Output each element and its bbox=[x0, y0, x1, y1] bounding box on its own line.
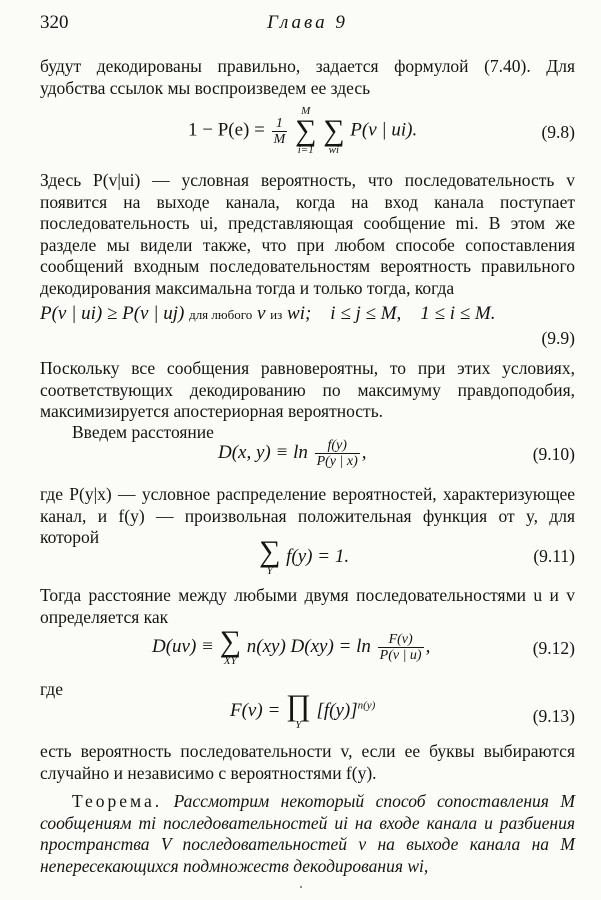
page-header bbox=[40, 12, 575, 36]
theorem-text: Рассмотрим некоторый способ сопоставления M сообщениям mi последовательностей ui на входе канала и разбиения пространства V последовательностей v на выходе канала на M непересекающихся подмножеств декодирования wi, bbox=[40, 791, 576, 876]
equation-9-13: F(v) = ∏ Y $[f(y)]^{n(y)}$ (9.13) bbox=[230, 689, 575, 731]
page-speck bbox=[300, 886, 302, 888]
product-symbol: ∏ Y bbox=[286, 689, 311, 731]
chapter-title: Глава 9 bbox=[267, 12, 348, 33]
sum-symbol: ∑ XY bbox=[219, 625, 242, 667]
paragraph-sequence-distance: Тогда расстояние между любыми двумя последовательностями u и v определяется как bbox=[40, 585, 575, 627]
paragraph-intro: будут декодированы правильно, задается формулой (7.40). Для удобства ссылок мы воспроизведем ее здесь bbox=[40, 56, 575, 98]
equation-number: (9.9) bbox=[541, 328, 575, 348]
paragraph-where: где bbox=[40, 679, 63, 699]
equation-9-9: P(v | ui) ≥ P(v | uj) для любого v из wi; i ≤ j ≤ M, 1 ≤ i ≤ M. (9.9) bbox=[40, 303, 575, 348]
equation-9-10: D(x, y) ≡ ln $\frac{f(y)}{P(y | x)}$ , (9.10) bbox=[218, 438, 575, 469]
equation-number: (9.8) bbox=[541, 122, 575, 142]
paragraph-conditional-distribution: где P(y|x) — условное распределение вероятностей, характеризующее канал, и f(y) — произвольная положительная функция от y, для которой bbox=[40, 484, 575, 547]
equation-number: (9.12) bbox=[532, 638, 575, 658]
fraction: $\frac{f(y)}{P(y | x)}$ bbox=[316, 438, 358, 469]
equation-9-12: D(uv) ≡ ∑ XY n(xy) D(xy) = ln $\frac{F(v)}{P(v | u)}$ , (9.12) bbox=[152, 625, 575, 667]
paragraph-conditional-probability: Здесь P(v|ui) — условная вероятность, что последовательность v появится на выходе канала, когда на вход канала поступает последовательность ui, представляющая сообщение mi. В этом же разделе мы видели также, что при любом способе сопоставления сообщений входным последовательностям вероятность правильного декодирования максимальна тогда и только тогда, когда bbox=[40, 170, 575, 298]
paragraph-probability: есть вероятность последовательности v, если ее буквы выбираются случайно и независимо с вероятностями f(y). bbox=[40, 741, 575, 783]
theorem-paragraph bbox=[40, 791, 575, 877]
equation-9-8 bbox=[40, 106, 575, 162]
sum-symbol: ∑ wi bbox=[323, 114, 345, 156]
equation-9-8-body: 1 − P(e) = $\frac{1}{M}$ M ∑ i=1 ∑ wi P(v | ui). bbox=[188, 105, 418, 156]
sum-symbol: M ∑ i=1 bbox=[295, 105, 317, 156]
page-number: 320 bbox=[40, 12, 69, 33]
equation-number: (9.11) bbox=[533, 546, 575, 566]
equation-number: (9.10) bbox=[532, 444, 575, 464]
equation-9-11: ∑ Y f(y) = 1. (9.11) bbox=[259, 535, 575, 577]
equation-number: (9.13) bbox=[532, 706, 575, 726]
paragraph-distance-intro: Введем расстояние bbox=[72, 422, 214, 442]
fraction: $\frac{1}{M}$ bbox=[273, 115, 286, 147]
paragraph-equiprobable: Поскольку все сообщения равновероятны, то при этих условиях, соответствующих декодированию по максимуму правдоподобия, максимизируется апостериорная вероятность. bbox=[40, 358, 575, 421]
sum-symbol: ∑ Y bbox=[259, 535, 281, 577]
fraction: $\frac{F(v)}{P(v | u)}$ bbox=[379, 632, 422, 663]
theorem-label: Теорема. bbox=[72, 791, 163, 811]
